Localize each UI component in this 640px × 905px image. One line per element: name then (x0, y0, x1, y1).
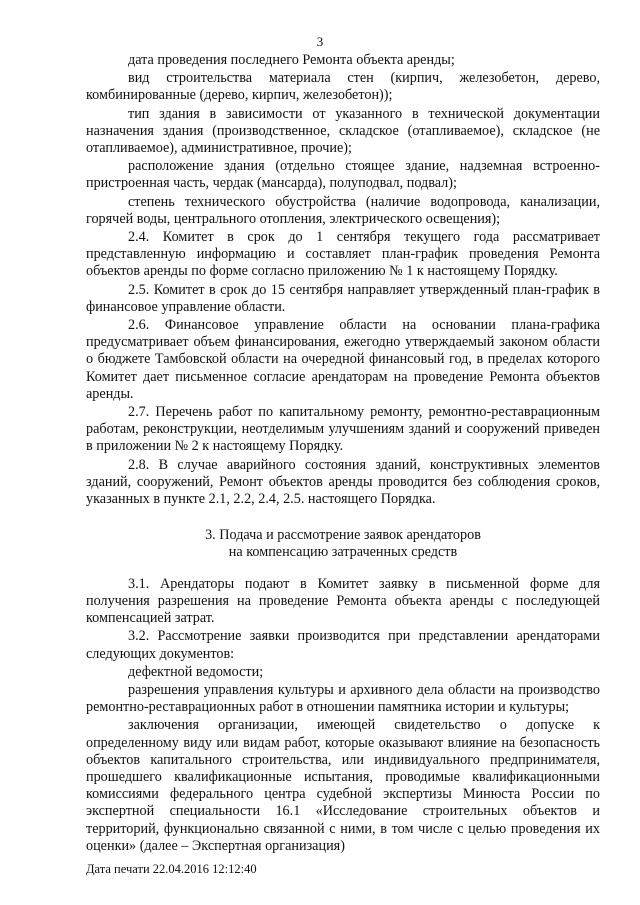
paragraph-2-4: 2.4. Комитет в срок до 1 сентября текущего года рассматривает представленную информацию и составляет план-график проведения Ремонта объектов аренды по форме согласно приложению № 1 к настоящему Порядку. (86, 229, 600, 280)
paragraph-2-7: 2.7. Перечень работ по капитальному ремонту, ремонтно-реставрационным работам, реконструкции, неотделимым улучшениям зданий и сооружений приведен в приложении № 2 к настоящему Порядку. (86, 404, 600, 455)
section-heading (86, 527, 600, 561)
paragraph: дата проведения последнего Ремонта объекта аренды; (128, 52, 455, 68)
paragraph: расположение здания (отдельно стоящее здание, надземная встроенно-пристроенная часть, чердак (мансарда), полуподвал, подвал); (86, 158, 600, 192)
document-body (86, 52, 600, 856)
paragraph-2-6: 2.6. Финансовое управление области на основании плана-графика предусматривает объем финансирования, ежегодно утверждаемый законом области о бюджете Тамбовской области на очередной финансовый год, в пределах которого Комитет дает письменное согласие арендаторам на проведение Ремонта объектов аренды. (86, 317, 600, 402)
paragraph: тип здания в зависимости от указанного в технической документации назначения здания (производственное, складское (отапливаемое), складское (не отапливаемое), административное, прочие); (86, 105, 600, 157)
section-heading-line-2: на компенсацию затраченных средств (228, 544, 458, 561)
paragraph: разрешения управления культуры и архивного дела области на производство ремонтно-реставрационных работ в отношении памятника истории и культуры; (86, 681, 600, 716)
paragraph-3-2: 3.2. Рассмотрение заявки производится при представлении арендаторами следующих документов: (86, 628, 600, 662)
print-date-footer: Дата печати 22.04.2016 12:12:40 (86, 862, 257, 876)
paragraph-2-5: 2.5. Комитет в срок до 15 сентября направляет утвержденный план-график в финансовое управление области. (86, 281, 600, 315)
paragraph: степень технического обустройства (наличие водопровода, канализации, горячей воды, центрального отопления, электрического освещения); (86, 193, 600, 227)
paragraph-2-8: 2.8. В случае аварийного состояния зданий, конструктивных элементов зданий, сооружений, Ремонт объектов аренды проводится без соблюдения сроков, указанных в пункте 2.1, 2.2, 2.4, 2.5. настоящего Порядка. (86, 456, 600, 508)
paragraph: заключения организации, имеющей свидетельство о допуске к определенному виду или видам работ, которые оказывают влияние на безопасность объектов капитального строительства, или индивидуального предпринимателя, прошедшего квалификационные испытания, проводимые квалификационными комиссиями федерального центра судебной экспертизы Минюста России по экспертной специальности 16.1 «Исследование строительных объектов и территорий, функционально связанной с ними, в том числе с целью проведения их оценки» (далее – Экспертная организация) (86, 717, 600, 854)
page-number: 3 (316, 34, 324, 49)
section-heading-line-1: 3. Подача и рассмотрение заявок арендаторов (205, 527, 481, 544)
paragraph: дефектной ведомости; (128, 663, 264, 680)
paragraph: вид строительства материала стен (кирпич, железобетон, дерево, комбинированные (дерево, кирпич, железобетон)); (86, 70, 600, 104)
paragraph-3-1: 3.1. Арендаторы подают в Комитет заявку в письменной форме для получения разрешения на проведение Ремонта объекта аренды с последующей компенсацией затрат. (86, 575, 600, 627)
